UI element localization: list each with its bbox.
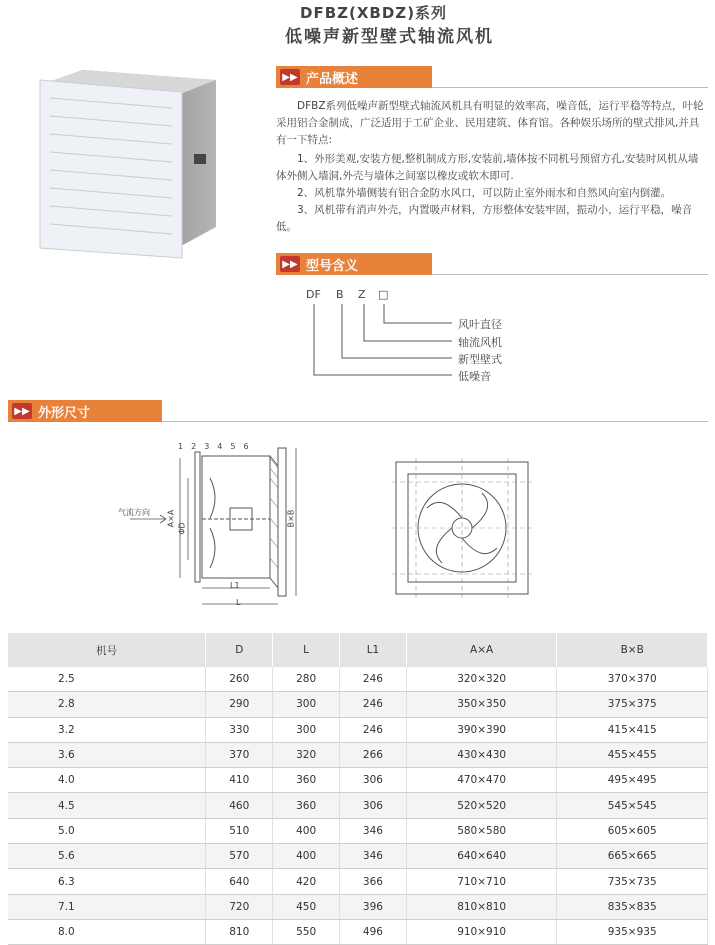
meaning-low-noise: 低噪音 xyxy=(458,370,491,383)
part-2: 2 xyxy=(191,442,205,451)
cell: 375×375 xyxy=(557,692,708,717)
cell: 390×390 xyxy=(406,717,557,742)
table-row xyxy=(8,919,708,944)
cell: 495×495 xyxy=(557,768,708,793)
cell: 810 xyxy=(206,919,273,944)
col-header-l: L xyxy=(273,633,340,667)
model-code-b: B xyxy=(336,288,344,301)
cell: 460 xyxy=(206,793,273,818)
dim-l1: L1 xyxy=(230,581,240,590)
cell: 3.2 xyxy=(8,717,206,742)
part-5: 5 xyxy=(230,442,244,451)
product-photo xyxy=(30,62,230,272)
cell: 5.0 xyxy=(8,818,206,843)
col-header-d: D xyxy=(206,633,273,667)
cell: 360 xyxy=(273,793,340,818)
cell: 450 xyxy=(273,894,340,919)
cell: 430×430 xyxy=(406,742,557,767)
cell: 300 xyxy=(273,692,340,717)
cell: 520×520 xyxy=(406,793,557,818)
cell: 396 xyxy=(340,894,407,919)
cell: 360 xyxy=(273,768,340,793)
cell: 6.3 xyxy=(8,869,206,894)
part-1: 1 xyxy=(178,442,192,451)
cell: 735×735 xyxy=(557,869,708,894)
model-code-leader-lines xyxy=(300,300,460,385)
cell: 246 xyxy=(340,667,407,692)
cell: 320×320 xyxy=(406,667,557,692)
dim-axa: A×A xyxy=(166,509,176,528)
cell: 8.0 xyxy=(8,919,206,944)
cell: 580×580 xyxy=(406,818,557,843)
cell: 810×810 xyxy=(406,894,557,919)
double-chevron-icon: ▶▶ xyxy=(280,256,300,272)
double-chevron-icon: ▶▶ xyxy=(12,403,32,419)
cell: 470×470 xyxy=(406,768,557,793)
col-header-axa: A×A xyxy=(406,633,557,667)
section-divider xyxy=(432,274,708,275)
overview-point-2: 2、风机靠外墙侧装有铝合金防水风口，可以防止室外雨水和自然风向室内倒灌。 xyxy=(297,187,672,199)
front-view-drawing xyxy=(392,458,532,598)
cell: 320 xyxy=(273,742,340,767)
cell: 3.6 xyxy=(8,742,206,767)
table-row xyxy=(8,844,708,869)
side-view-drawing xyxy=(110,438,320,618)
dim-d: ΦD xyxy=(177,522,187,535)
model-code-box: □ xyxy=(378,288,389,301)
section-divider xyxy=(432,87,708,88)
overview-point-3: 3、风机带有消声外壳，内置吸声材料，方形整体安装牢固，振动小，运行平稳，噪音低。 xyxy=(276,204,693,233)
cell: 246 xyxy=(340,717,407,742)
airflow-label: 气流方向 xyxy=(118,508,150,517)
cell: 300 xyxy=(273,717,340,742)
cell: 4.0 xyxy=(8,768,206,793)
cell: 5.6 xyxy=(8,844,206,869)
table-row xyxy=(8,667,708,692)
cell: 420 xyxy=(273,869,340,894)
cell: 346 xyxy=(340,818,407,843)
section-model-header xyxy=(276,253,432,275)
cell: 370 xyxy=(206,742,273,767)
cell: 545×545 xyxy=(557,793,708,818)
dim-bxb: B×B xyxy=(286,509,296,528)
cell: 306 xyxy=(340,768,407,793)
cell: 605×605 xyxy=(557,818,708,843)
section-overview-header xyxy=(276,66,432,88)
cell: 570 xyxy=(206,844,273,869)
model-code-df: DF xyxy=(306,288,321,301)
table-row xyxy=(8,869,708,894)
cell: 350×350 xyxy=(406,692,557,717)
part-6: 6 xyxy=(243,442,257,451)
cell: 410 xyxy=(206,768,273,793)
product-title: 低噪声新型壁式轴流风机 xyxy=(285,27,494,47)
cell: 415×415 xyxy=(557,717,708,742)
model-code-z: Z xyxy=(358,288,366,301)
col-header-l1: L1 xyxy=(340,633,407,667)
cell: 550 xyxy=(273,919,340,944)
table-row xyxy=(8,894,708,919)
cell: 346 xyxy=(340,844,407,869)
cell: 290 xyxy=(206,692,273,717)
table-row xyxy=(8,818,708,843)
overview-point-1: 1、外形美观,安装方便,整机制成方形,安装前,墙体按不同机号预留方孔,安装时风机从墙体外侧入墙洞,外壳与墙体之间塞以橡皮或软木即可. xyxy=(276,153,699,182)
cell: 400 xyxy=(273,818,340,843)
table-row xyxy=(8,742,708,767)
cell: 4.5 xyxy=(8,793,206,818)
cell: 246 xyxy=(340,692,407,717)
table-row xyxy=(8,717,708,742)
table-row xyxy=(8,692,708,717)
cell: 306 xyxy=(340,793,407,818)
cell: 330 xyxy=(206,717,273,742)
table-row xyxy=(8,793,708,818)
cell: 2.5 xyxy=(8,667,206,692)
table-header-row xyxy=(8,633,708,667)
dim-l: L xyxy=(236,598,241,607)
section-dimensions-label: 外形尺寸 xyxy=(38,405,91,421)
series-title: DFBZ(XBDZ)系列 xyxy=(300,4,448,22)
cell: 665×665 xyxy=(557,844,708,869)
cell: 640×640 xyxy=(406,844,557,869)
double-chevron-icon: ▶▶ xyxy=(280,69,300,85)
cell: 935×935 xyxy=(557,919,708,944)
table-row xyxy=(8,768,708,793)
cell: 280 xyxy=(273,667,340,692)
section-dimensions-header xyxy=(8,400,162,422)
cell: 266 xyxy=(340,742,407,767)
meaning-wall: 新型壁式 xyxy=(458,353,502,366)
overview-intro: DFBZ系列低噪声新型壁式轴流风机具有明显的效率高，噪音低，运行平稳等特点，叶轮采用铝合金制成，广泛适用于工矿企业、民用建筑、体育馆。各种娱乐场所的壁式排风,并具有一下特点: xyxy=(276,100,704,146)
cell: 455×455 xyxy=(557,742,708,767)
section-divider xyxy=(162,421,708,422)
cell: 910×910 xyxy=(406,919,557,944)
section-overview-label: 产品概述 xyxy=(306,71,359,87)
cell: 720 xyxy=(206,894,273,919)
cell: 835×835 xyxy=(557,894,708,919)
cell: 496 xyxy=(340,919,407,944)
cell: 370×370 xyxy=(557,667,708,692)
col-header-bxb: B×B xyxy=(557,633,708,667)
meaning-axial: 轴流风机 xyxy=(458,336,502,349)
cell: 510 xyxy=(206,818,273,843)
cell: 7.1 xyxy=(8,894,206,919)
spec-table xyxy=(8,633,708,945)
col-header-model-no: 机号 xyxy=(8,633,206,667)
cell: 366 xyxy=(340,869,407,894)
part-4: 4 xyxy=(217,442,231,451)
meaning-diameter: 风叶直径 xyxy=(458,318,502,331)
cell: 640 xyxy=(206,869,273,894)
part-number-labels xyxy=(178,442,257,451)
part-3: 3 xyxy=(204,442,218,451)
cell: 2.8 xyxy=(8,692,206,717)
section-model-label: 型号含义 xyxy=(306,258,359,274)
cell: 710×710 xyxy=(406,869,557,894)
cell: 400 xyxy=(273,844,340,869)
cell: 260 xyxy=(206,667,273,692)
